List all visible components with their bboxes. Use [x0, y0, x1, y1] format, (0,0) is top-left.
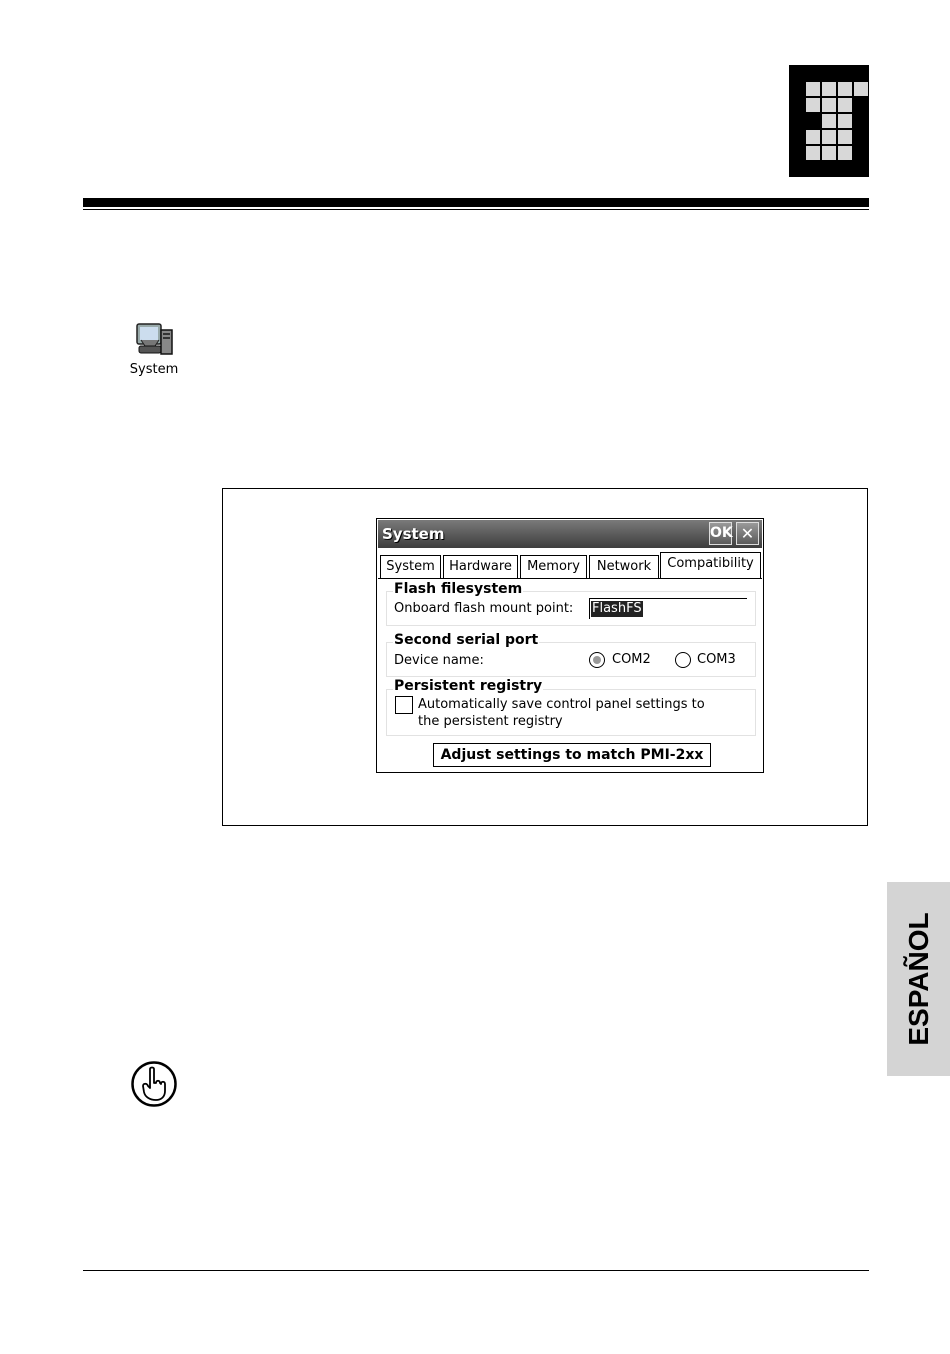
company-logo [789, 65, 869, 177]
logo-cell [853, 161, 869, 177]
tab-compatibility[interactable]: Compatibility [660, 552, 761, 579]
logo-cell [853, 81, 869, 97]
ok-button[interactable]: OK [709, 522, 732, 545]
logo-cell [853, 97, 869, 113]
logo-cell [789, 129, 805, 145]
desktop-icon-label: System [129, 362, 179, 377]
logo-cell [837, 129, 853, 145]
device-name-label: Device name: [394, 653, 484, 668]
serial-group-title: Second serial port [394, 632, 539, 648]
logo-cell [821, 65, 837, 81]
system-dialog [376, 518, 764, 773]
dialog-title: System [382, 525, 445, 543]
logo-cell [837, 145, 853, 161]
logo-cell [837, 81, 853, 97]
logo-cell [821, 97, 837, 113]
logo-cell [805, 113, 821, 129]
registry-group-title: Persistent registry [394, 678, 543, 694]
mount-point-value: FlashFS [592, 601, 642, 616]
logo-cell [821, 129, 837, 145]
logo-cell [789, 113, 805, 129]
logo-cell [853, 145, 869, 161]
checkbox-label-line2[interactable]: the persistent registry [418, 714, 563, 729]
logo-cell [853, 129, 869, 145]
language-side-tab [887, 882, 950, 1076]
pointing-hand-icon [130, 1061, 178, 1107]
mount-point-label: Onboard flash mount point: [394, 601, 574, 616]
header-rule [83, 198, 869, 207]
logo-cell [805, 161, 821, 177]
com3-radio[interactable] [675, 652, 691, 668]
adjust-settings-button[interactable]: Adjust settings to match PMI-2xx [433, 743, 711, 767]
logo-cell [789, 161, 805, 177]
logo-cell [837, 97, 853, 113]
logo-cell [805, 97, 821, 113]
tab-baseline [378, 578, 762, 579]
dialog-titlebar [378, 520, 762, 548]
logo-cell [805, 145, 821, 161]
logo-cell [853, 65, 869, 81]
logo-cell [789, 145, 805, 161]
logo-cell [789, 97, 805, 113]
logo-cell [821, 81, 837, 97]
tab-hardware[interactable]: Hardware [443, 555, 518, 578]
flash-group-title: Flash filesystem [394, 581, 523, 597]
logo-cell [821, 161, 837, 177]
mount-point-input[interactable] [589, 598, 747, 619]
logo-cell [805, 65, 821, 81]
persistent-registry-checkbox[interactable] [395, 696, 413, 714]
tab-system[interactable]: System [380, 555, 441, 578]
logo-cell [837, 113, 853, 129]
logo-cell [805, 81, 821, 97]
close-button[interactable]: ✕ [736, 522, 759, 545]
logo-cell [789, 81, 805, 97]
logo-cell [821, 145, 837, 161]
logo-cell [853, 113, 869, 129]
com2-radio[interactable] [589, 652, 605, 668]
checkbox-label-line1[interactable]: Automatically save control panel settings to [418, 697, 705, 712]
header-rule-thin [83, 209, 869, 210]
tab-memory[interactable]: Memory [520, 555, 587, 578]
logo-cell [789, 65, 805, 81]
language-label: ESPAÑOL [902, 912, 934, 1046]
footer-rule [83, 1270, 869, 1271]
com3-label[interactable]: COM3 [697, 652, 736, 667]
logo-cell [805, 129, 821, 145]
com2-label[interactable]: COM2 [612, 652, 651, 667]
logo-cell [821, 113, 837, 129]
system-desktop-icon[interactable] [122, 320, 186, 377]
logo-cell [837, 65, 853, 81]
tab-network[interactable]: Network [589, 555, 659, 578]
logo-cell [837, 161, 853, 177]
computer-icon [133, 320, 175, 360]
